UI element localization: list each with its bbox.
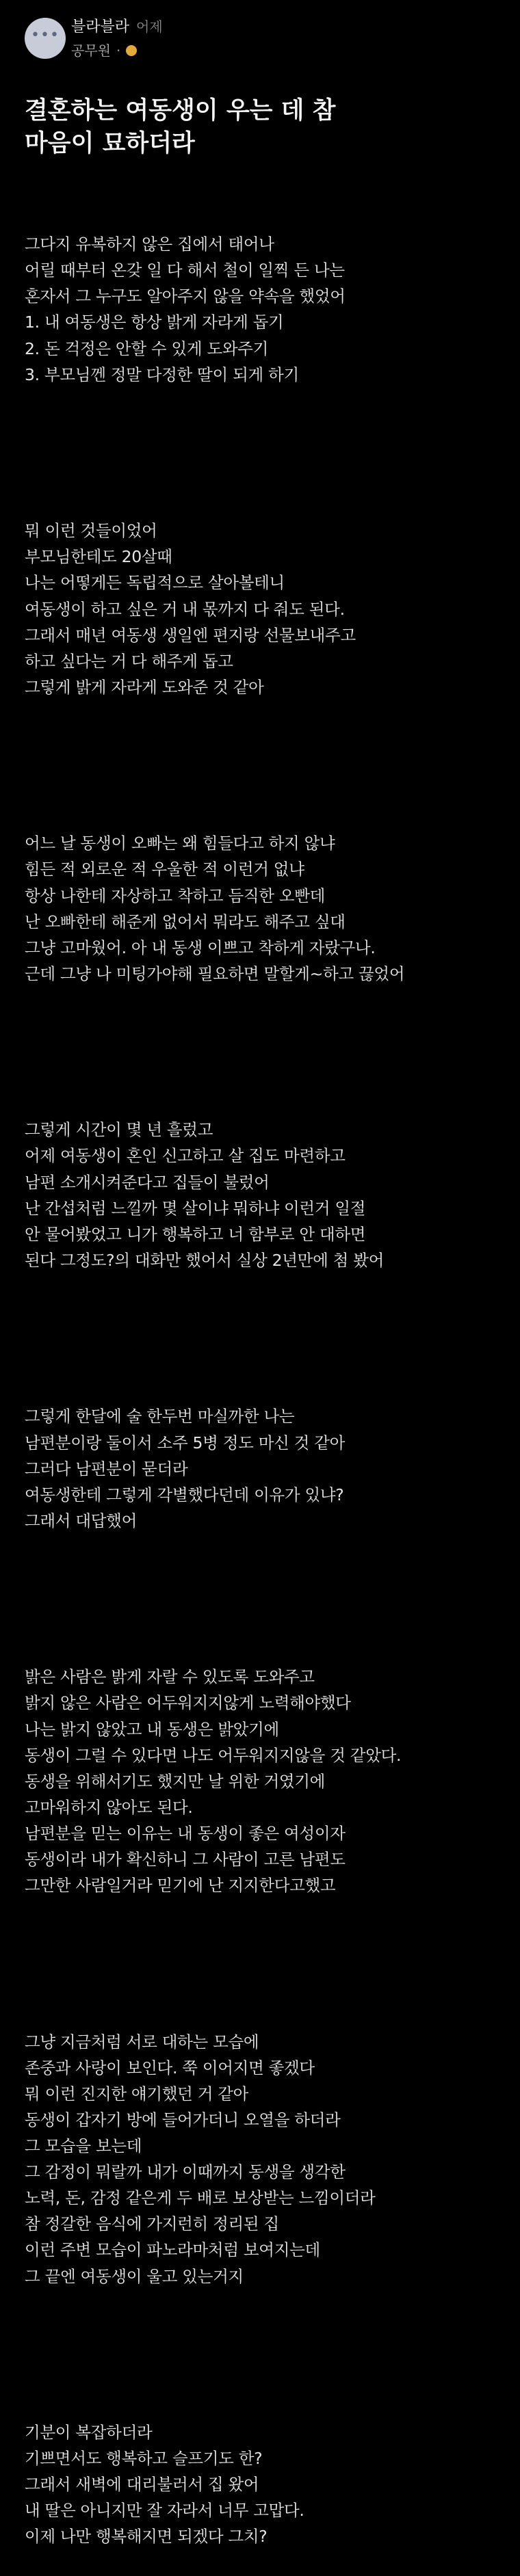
body-line: 된다 그정도?의 대화만 했어서 실상 2년만에 첨 봤어 [25, 1250, 385, 1270]
body-line: 참 정갈한 음식에 가지런히 정리된 집 [25, 2214, 279, 2234]
body-line: 그러다 남편분이 묻더라 [25, 1459, 188, 1478]
body-line: 그렇게 밝게 자라게 도와준 것 같아 [25, 677, 264, 697]
body-line: 내 딸은 아니지만 잘 자라서 너무 고맙다. [25, 2501, 304, 2521]
body-line: 어릴 때부터 온갖 일 다 해서 철이 일찍 든 나는 [25, 261, 345, 280]
post-time: 어제 [136, 18, 163, 35]
post-header [25, 15, 504, 63]
body-line: 3. 부모님껜 정말 다정한 딸이 되게 하기 [25, 364, 299, 384]
body-line: 힘든 적 외로운 적 우울한 적 이런거 없냐 [25, 860, 304, 879]
paragraph-gap [25, 2341, 504, 2367]
body-line: 그 끝엔 여동생이 울고 있는거지 [25, 2266, 244, 2286]
author-name[interactable]: 블라블라 [71, 18, 130, 36]
body-line: 동생이라 내가 확신하니 그 사람이 고른 남편도 [25, 1850, 346, 1869]
body-line: 뭐 이런 것들이었어 [25, 521, 157, 541]
body-line: 그래서 대답했어 [25, 1511, 137, 1530]
post-title-line-1: 결혼하는 여동생이 우는 데 참 [25, 97, 336, 124]
body-line: 그렇게 시간이 몇 년 흘렀고 [25, 1120, 213, 1140]
body-line: 그 감정이 뭐랄까 내가 이때까지 동생을 생각한 [25, 2162, 346, 2182]
body-line: 존중과 사랑이 보인다. 쭉 이어지면 좋겠다 [25, 2058, 315, 2077]
paragraph-2 [25, 518, 504, 700]
body-line: 그다지 유복하지 않은 집에서 태어나 [25, 235, 274, 254]
body-line: 기쁘면서도 행복하고 슬프기도 한? [25, 2449, 263, 2469]
company-name[interactable]: 공무원 [71, 42, 111, 59]
body-line: 나는 밝지 않았고 내 동생은 밝았기에 [25, 1719, 279, 1739]
body-line: 여동생이 하고 싶은 거 내 몫까지 다 줘도 된다. [25, 599, 345, 619]
badge-icon [126, 45, 137, 56]
body-line: 동생을 위해서기도 했지만 날 위한 거였기에 [25, 1771, 326, 1791]
avatar[interactable] [25, 18, 66, 59]
body-line: 밝은 사람은 밝게 자랄 수 있도록 도와주고 [25, 1667, 315, 1687]
body-line: 근데 그냥 나 미팅가야해 필요하면 말할게~하고 끊었어 [25, 964, 405, 983]
paragraph-8 [25, 2419, 504, 2549]
body-line: 그냥 지금처럼 서로 대하는 모습에 [25, 2032, 259, 2051]
body-line: 부모님한테도 20살때 [25, 547, 172, 567]
paragraph-6 [25, 1664, 504, 1898]
meta-separator: · [116, 42, 121, 59]
body-line: 나는 어떻게든 독립적으로 살아볼테니 [25, 573, 285, 593]
paragraph-4 [25, 1117, 504, 1273]
body-line: 이제 나만 행복해지면 되겠다 그치? [25, 2527, 268, 2547]
paragraph-gap [25, 1039, 504, 1065]
body-line: 그래서 매년 여동생 생일엔 편지랑 선물보내주고 [25, 625, 356, 645]
body-line: 밝지 않은 사람은 어두워지지않게 노력해야했다 [25, 1693, 351, 1713]
paragraph-1 [25, 231, 504, 388]
post-title-line-2: 마음이 묘하더라 [25, 130, 195, 157]
body-line: 기분이 복잡하더라 [25, 2423, 153, 2443]
body-line: 그만한 사람일거라 믿기에 난 지지한다고했고 [25, 1876, 336, 1896]
paragraph-3 [25, 830, 504, 987]
body-line: 이런 주변 모습이 파노라마처럼 보여지는데 [25, 2240, 320, 2260]
body-line: 그 모습을 보는데 [25, 2136, 142, 2156]
body-line: 난 간섭처럼 느낄까 몇 살이냐 뭐하냐 이런거 일절 [25, 1198, 366, 1218]
body-line: 하고 싶다는 거 다 해주게 돕고 [25, 651, 233, 671]
body-line: 안 물어봤었고 니가 행복하고 너 함부로 안 대하면 [25, 1224, 366, 1244]
paragraph-gap [25, 752, 504, 778]
body-line: 어느 날 동생이 오빠는 왜 힘들다고 하지 않냐 [25, 834, 335, 853]
paragraph-5 [25, 1403, 504, 1533]
more-dots-icon: ••• [31, 27, 60, 44]
body-line: 고마워하지 않아도 된다. [25, 1797, 193, 1817]
paragraph-gap [25, 1950, 504, 1976]
body-line: 그냥 고마웠어. 아 내 동생 이쁘고 착하게 자랐구나. [25, 938, 376, 957]
redacted-block [140, 42, 281, 59]
body-line: 동생이 그럴 수 있다면 나도 어두워지지않을 것 같았다. [25, 1745, 402, 1765]
paragraph-gap [25, 1586, 504, 1612]
body-line: 2. 돈 걱정은 안할 수 있게 도와주기 [25, 338, 269, 358]
body-line: 난 오빠한테 해준게 없어서 뭐라도 해주고 싶대 [25, 912, 346, 931]
body-line: 남편분을 믿는 이유는 내 동생이 좋은 여성이자 [25, 1823, 346, 1843]
body-line: 그렇게 한달에 술 한두번 마실까한 나는 [25, 1407, 295, 1426]
author-meta [71, 41, 281, 60]
paragraph-gap [25, 1325, 504, 1351]
body-line: 1. 내 여동생은 항상 밝게 자라게 돕기 [25, 313, 284, 332]
paragraph-gap [25, 440, 504, 466]
body-line: 동생이 갑자기 방에 들어가더니 오열을 하더라 [25, 2110, 341, 2129]
body-line: 항상 나한테 자상하고 착하고 듬직한 오빤데 [25, 886, 326, 905]
paragraph-7 [25, 2029, 504, 2289]
author-line [71, 16, 163, 38]
body-line: 남편분이랑 둘이서 소주 5병 정도 마신 것 같아 [25, 1433, 346, 1452]
body-line: 그래서 새벽에 대리불러서 집 왔어 [25, 2475, 259, 2495]
body-line: 뭐 이런 진지한 얘기했던 거 같아 [25, 2084, 249, 2103]
body-line: 남편 소개시켜준다고 집들이 불렀어 [25, 1172, 270, 1192]
body-line: 여동생한테 그렇게 각별했다던데 이유가 있냐? [25, 1485, 344, 1504]
body-line: 혼자서 그 누구도 알아주지 않을 약속을 했었어 [25, 287, 346, 306]
post-title [25, 94, 497, 160]
post-body [25, 179, 504, 2576]
body-line: 노력, 돈, 감정 같은게 두 배로 보상받는 느낌이더라 [25, 2188, 376, 2208]
body-line: 어제 여동생이 혼인 신고하고 살 집도 마련하고 [25, 1146, 346, 1166]
